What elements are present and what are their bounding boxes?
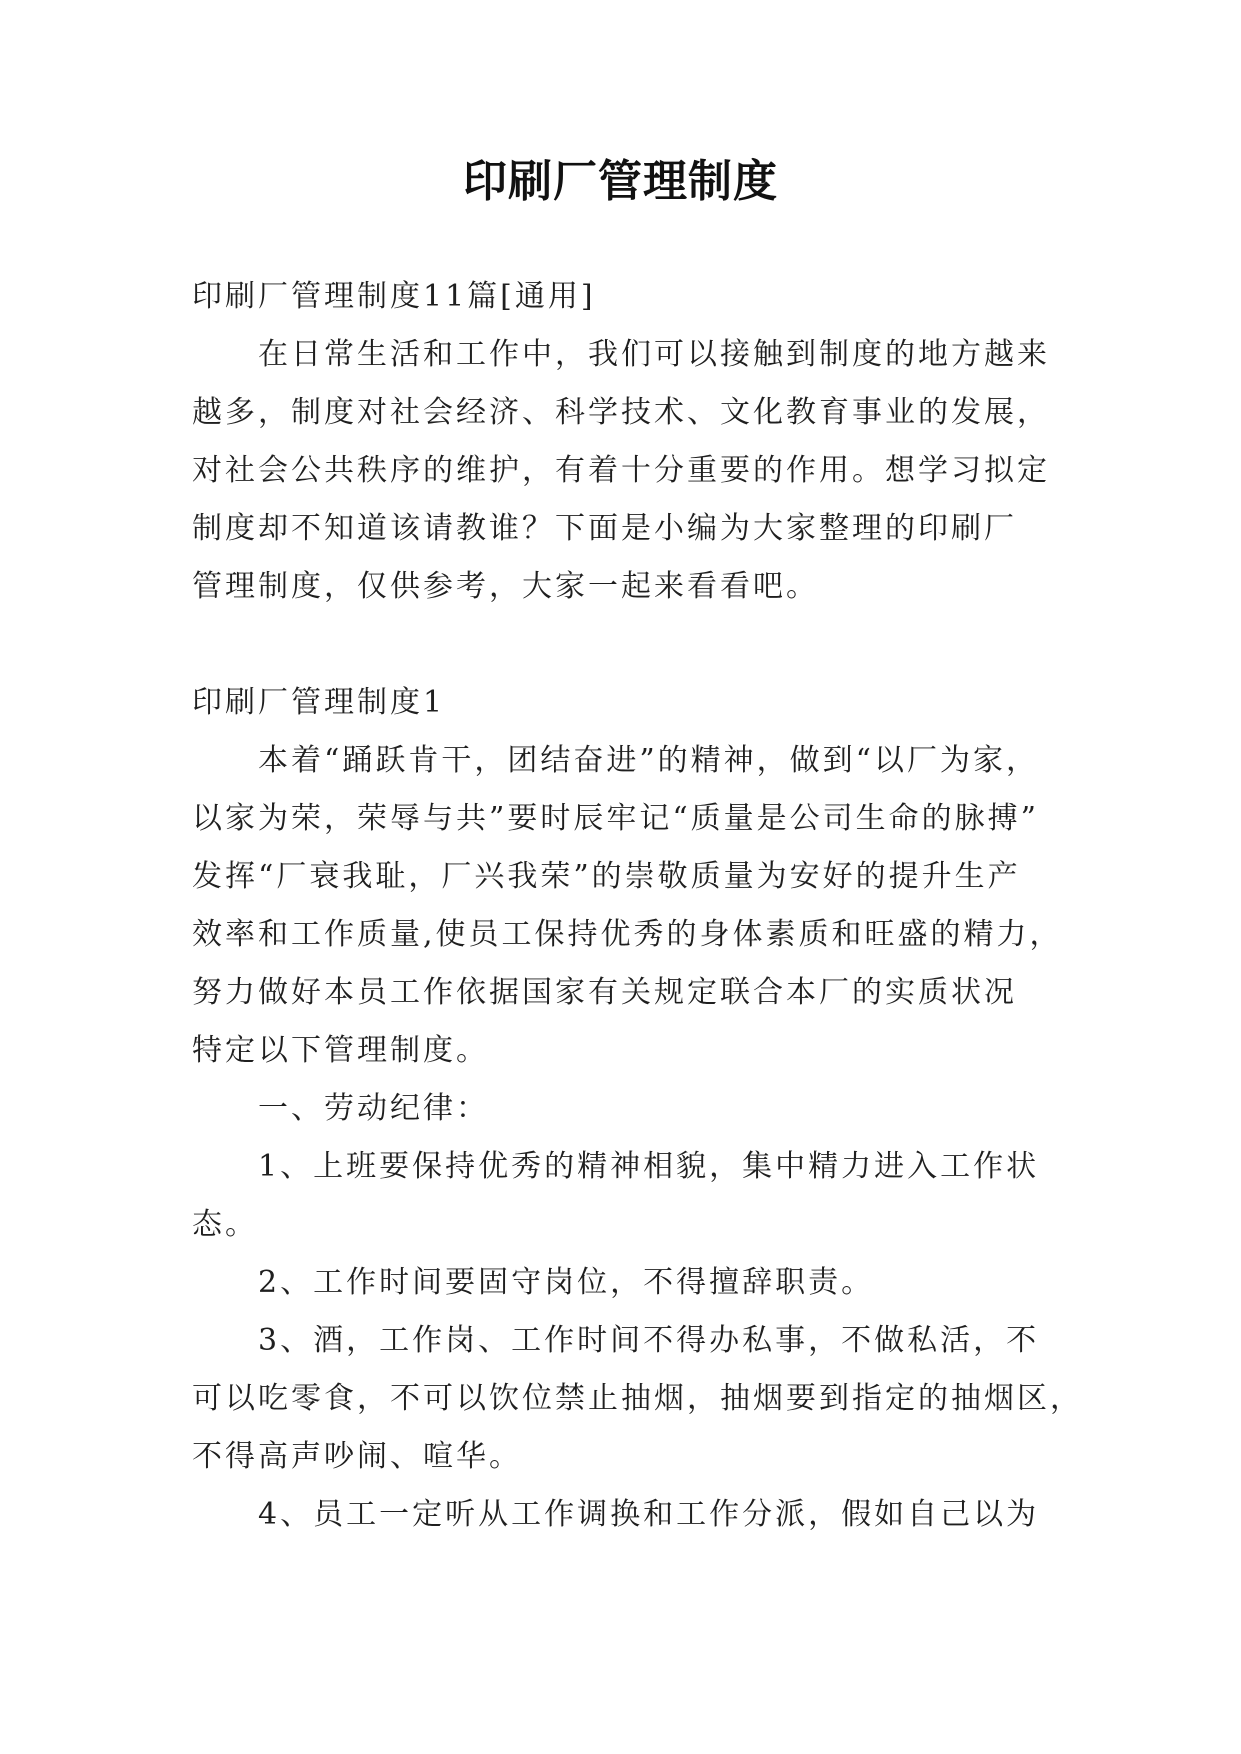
paragraph-line: 效率和工作质量,使员工保持优秀的身体素质和旺盛的精力， bbox=[192, 917, 1063, 952]
paragraph-line: 制度却不知道该请教谁？下面是小编为大家整理的印刷厂 bbox=[192, 511, 1017, 546]
document-title: 印刷厂管理制度 bbox=[463, 156, 778, 207]
paragraph-line: 以家为荣，荣辱与共”要时辰牢记“质量是公司生命的脉搏” bbox=[192, 801, 1040, 836]
blank-line bbox=[192, 616, 1052, 674]
document-body bbox=[192, 268, 1083, 1544]
paragraph-line: 4、员工一定听从工作调换和工作分派，假如自己以为 bbox=[258, 1497, 1040, 1532]
paragraph-line: 特定以下管理制度。 bbox=[192, 1033, 489, 1068]
subsection-heading: 一、劳动纪律： bbox=[258, 1091, 489, 1126]
paragraph-line: 不得高声吵闹、喧华。 bbox=[192, 1439, 522, 1474]
paragraph-line: 努力做好本员工作依据国家有关规定联合本厂的实质状况 bbox=[192, 975, 1017, 1010]
paragraph-line: 在日常生活和工作中，我们可以接触到制度的地方越来 bbox=[258, 337, 1050, 372]
section-heading: 印刷厂管理制度1 bbox=[192, 685, 446, 720]
paragraph-line: 3、酒，工作岗、工作时间不得办私事，不做私活，不 bbox=[258, 1323, 1040, 1358]
paragraph-line: 1、上班要保持优秀的精神相貌，集中精力进入工作状 bbox=[258, 1149, 1040, 1184]
paragraph-line: 发挥“厂衰我耻，厂兴我荣”的崇敬质量为安好的提升生产 bbox=[192, 859, 1021, 894]
paragraph-line: 可以吃零食，不可以饮位禁止抽烟，抽烟要到指定的抽烟区， bbox=[192, 1381, 1083, 1416]
paragraph-line: 对社会公共秩序的维护，有着十分重要的作用。想学习拟定 bbox=[192, 453, 1050, 488]
paragraph-line: 管理制度，仅供参考，大家一起来看看吧。 bbox=[192, 569, 819, 604]
paragraph-line: 越多，制度对社会经济、科学技术、文化教育事业的发展， bbox=[192, 395, 1050, 430]
paragraph-line: 2、工作时间要固守岗位，不得擅辞职责。 bbox=[258, 1265, 875, 1300]
paragraph-line: 本着“踊跃肯干，团结奋进”的精神，做到“以厂为家， bbox=[258, 743, 1040, 778]
paragraph-line: 印刷厂管理制度11篇[通用] bbox=[192, 279, 596, 314]
paragraph-line: 态。 bbox=[192, 1207, 258, 1242]
